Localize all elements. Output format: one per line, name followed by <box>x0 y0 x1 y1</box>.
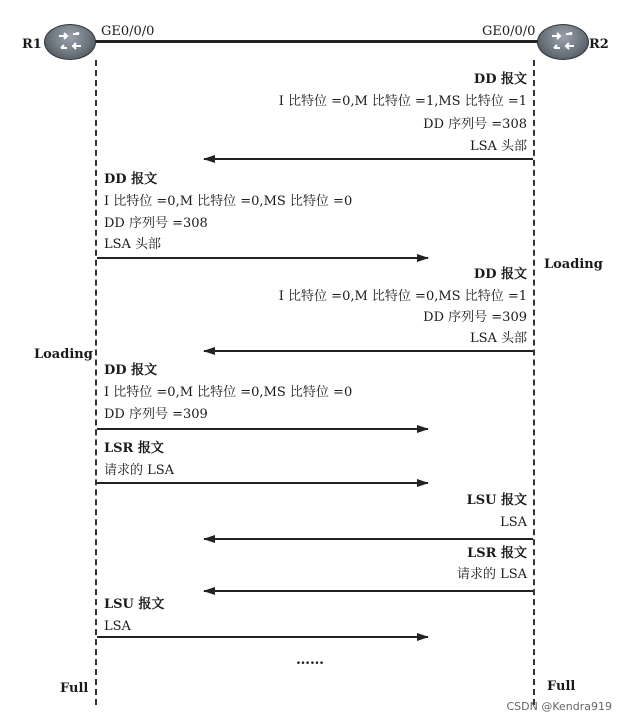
continuation-ellipsis: …… <box>296 652 324 668</box>
m3-line: I 比特位 =0,M 比特位 =0,MS 比特位 =1 <box>278 289 527 304</box>
m2-title: DD 报文 <box>104 172 158 187</box>
r1-port-label: GE0/0/0 <box>101 24 155 39</box>
m1-line: I 比特位 =0,M 比特位 =1,MS 比特位 =1 <box>278 94 527 109</box>
m1-line: LSA 头部 <box>469 139 527 154</box>
m5-title: LSR 报文 <box>104 441 164 456</box>
watermark: CSDN @Kendra919 <box>506 700 612 713</box>
r2-port-label: GE0/0/0 <box>482 24 536 39</box>
m7-line: 请求的 LSA <box>456 567 527 582</box>
m4-line: I 比特位 =0,M 比特位 =0,MS 比特位 =0 <box>104 385 353 400</box>
router-r1-label: R1 <box>22 37 42 52</box>
r1-loading-state: Loading <box>34 347 93 362</box>
r1-full-state: Full <box>60 681 89 696</box>
m3-line: DD 序列号 =309 <box>423 310 527 325</box>
m4-title: DD 报文 <box>104 363 158 378</box>
m6-title: LSU 报文 <box>466 493 527 508</box>
m1-title: DD 报文 <box>473 72 527 87</box>
m6-line: LSA <box>500 515 527 530</box>
m2-line: LSA 头部 <box>104 237 162 252</box>
m8-title: LSU 报文 <box>104 597 165 612</box>
m3-title: DD 报文 <box>473 267 527 282</box>
m2-line: DD 序列号 =308 <box>104 216 208 231</box>
m8-line: LSA <box>104 619 131 634</box>
r2-loading-state: Loading <box>544 257 603 272</box>
m5-line: 请求的 LSA <box>104 463 175 478</box>
router-r2-label: R2 <box>589 37 609 52</box>
m1-line: DD 序列号 =308 <box>423 117 527 132</box>
r2-full-state: Full <box>547 679 576 694</box>
m3-line: LSA 头部 <box>469 331 527 346</box>
m2-line: I 比特位 =0,M 比特位 =0,MS 比特位 =0 <box>104 194 353 209</box>
m7-title: LSR 报文 <box>467 546 527 561</box>
m4-line: DD 序列号 =309 <box>104 407 208 422</box>
